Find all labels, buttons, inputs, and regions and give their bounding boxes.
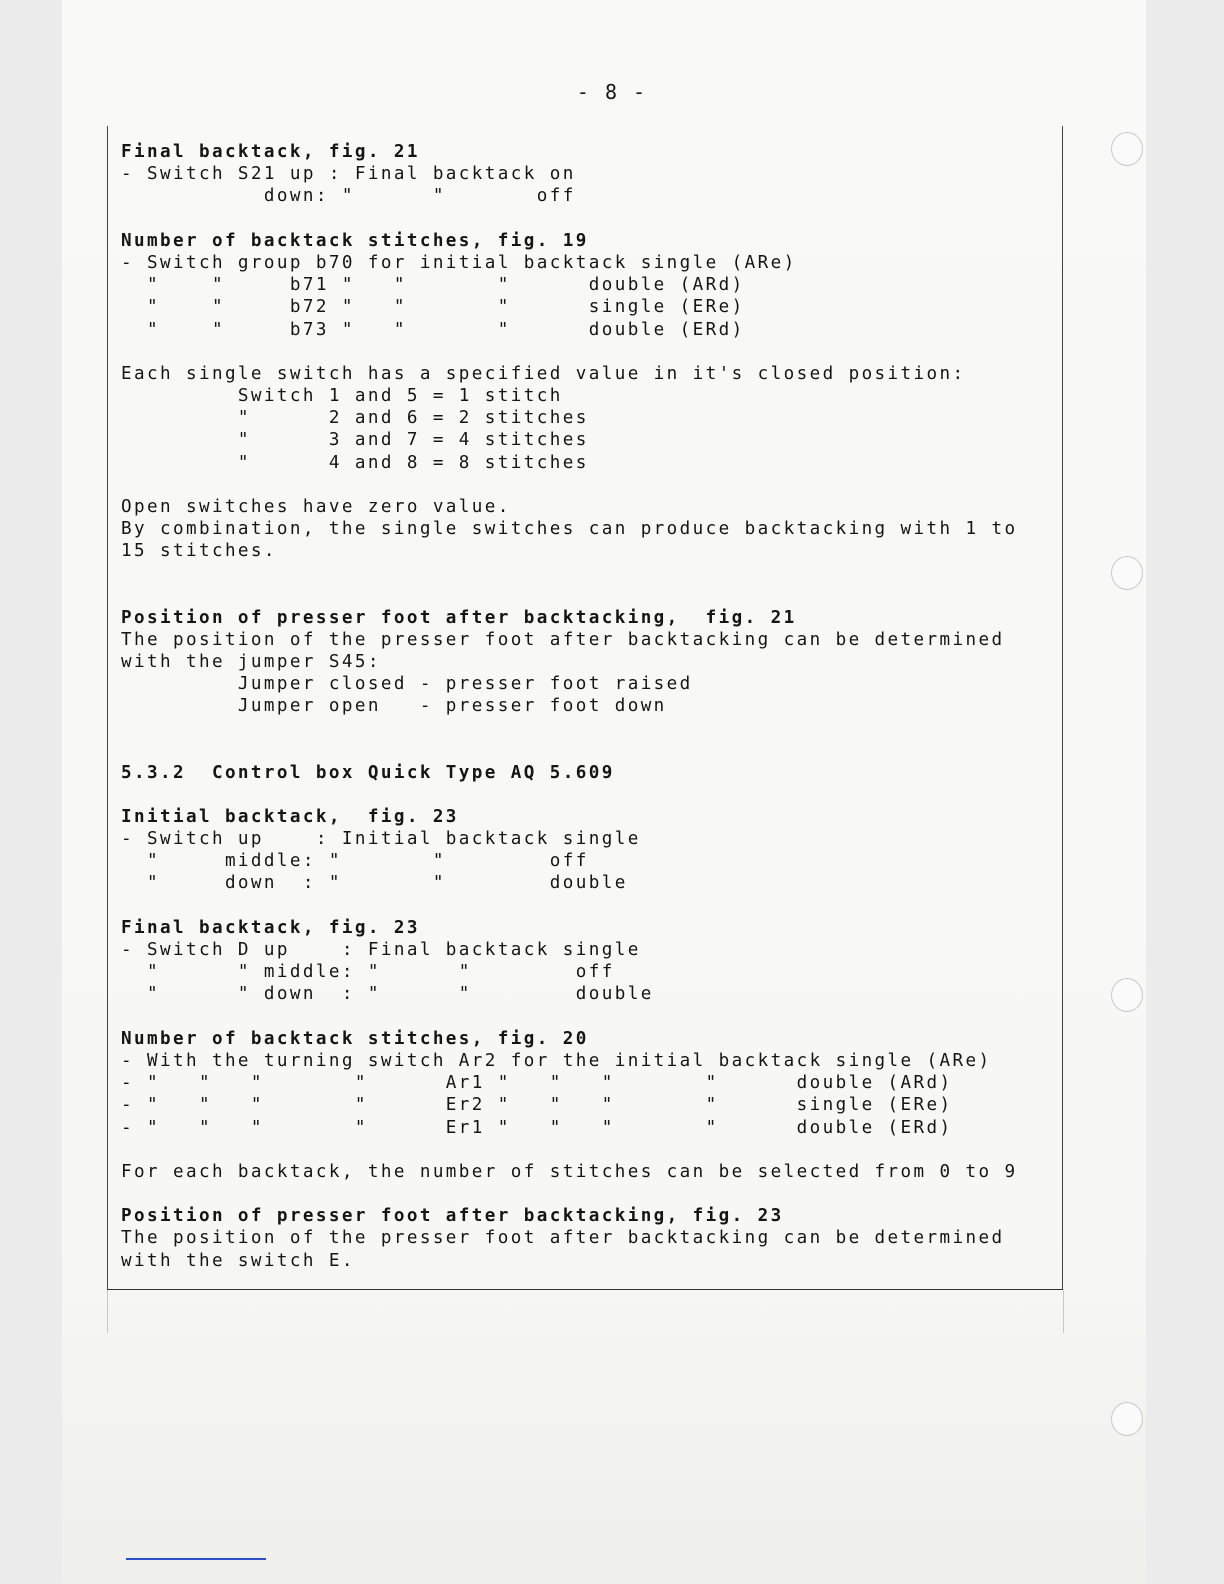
text-line: " 3 and 7 = 4 stitches [121,430,589,451]
section-heading: 5.3.2 Control box Quick Type AQ 5.609 [121,762,615,783]
text-line: with the jumper S45: [121,651,381,672]
text-line: " " b72 " " " single (ERe) [121,297,745,318]
text-line: The position of the presser foot after backtacking can be determined [121,1228,1005,1249]
text-block [121,496,1061,563]
text-line: The position of the presser foot after backtacking can be determined [121,629,1005,650]
text-line: " " middle: " " off [121,962,615,983]
text-line: - Switch S21 up : Final backtack on [121,164,576,185]
text-block [121,917,1061,1006]
section-heading: Final backtack, fig. 21 [121,142,420,162]
text-line: - With the turning switch Ar2 for the initial backtack single (ARe) [121,1050,992,1071]
section-heading: Number of backtack stitches, fig. 19 [121,230,589,251]
text-line: 15 stitches. [121,541,277,562]
spacer [121,784,1061,806]
text-line: " " b71 " " " double (ARd) [121,275,745,296]
text-block [121,230,1061,341]
section-heading: Position of presser foot after backtacking, fig. 23 [121,1206,784,1227]
punch-hole [1111,1402,1143,1436]
text-line: " " b73 " " " double (ERd) [121,319,745,340]
section-heading: Initial backtack, fig. 23 [121,806,459,827]
spacer [121,1139,1061,1161]
page-number: - 8 - [576,80,648,104]
text-line: Jumper open - presser foot down [121,696,667,717]
text-block [121,806,1061,895]
text-line: Jumper closed - presser foot raised [121,674,693,695]
text-line: By combination, the single switches can produce backtacking with 1 to [121,519,1018,540]
text-block [121,1028,1061,1139]
text-block [121,607,1061,718]
text-line: " 2 and 6 = 2 stitches [121,408,589,429]
section-heading: Final backtack, fig. 23 [121,917,420,938]
text-line: with the switch E. [121,1250,355,1271]
faint-show-through-line [1063,1289,1064,1333]
section-heading: Position of presser foot after backtacking, fig. 21 [121,607,797,628]
spacer [121,1006,1061,1028]
faint-show-through-line [107,1289,108,1333]
text-line: " down : " " double [121,873,628,894]
spacer [121,474,1061,496]
text-line: - " " " " Ar1 " " " " double (ARd) [121,1073,953,1094]
spacer [121,208,1061,230]
text-line: - Switch D up : Final backtack single [121,940,641,960]
spacer [121,563,1061,607]
text-line: Open switches have zero value. [121,497,511,517]
punch-hole [1111,132,1143,166]
spacer [121,718,1061,762]
text-line: " middle: " " off [121,851,589,872]
text-block [121,1161,1061,1183]
text-block [121,1205,1061,1272]
punch-hole [1111,556,1143,590]
text-block [121,363,1061,474]
blue-underline-mark [126,1558,266,1560]
spacer [121,341,1061,363]
text-line: Each single switch has a specified value in it's closed position: [121,363,966,384]
text-block [121,762,1061,784]
punch-hole [1111,978,1143,1012]
spacer [121,1183,1061,1205]
text-block [121,141,1061,208]
text-line: - Switch group b70 for initial backtack single (ARe) [121,252,797,273]
document-body [121,141,1061,1272]
text-line: - Switch up : Initial backtack single [121,829,641,850]
text-line: - " " " " Er2 " " " " single (ERe) [121,1095,953,1116]
text-line: " 4 and 8 = 8 stitches [121,452,589,473]
section-heading: Number of backtack stitches, fig. 20 [121,1028,589,1049]
text-line: Switch 1 and 5 = 1 stitch [121,386,563,407]
text-line: " " down : " " double [121,984,654,1005]
text-line: - " " " " Er1 " " " " double (ERd) [121,1117,953,1138]
spacer [121,895,1061,917]
text-line: down: " " off [121,186,576,207]
text-line: For each backtack, the number of stitches can be selected from 0 to 9 [121,1161,1018,1182]
